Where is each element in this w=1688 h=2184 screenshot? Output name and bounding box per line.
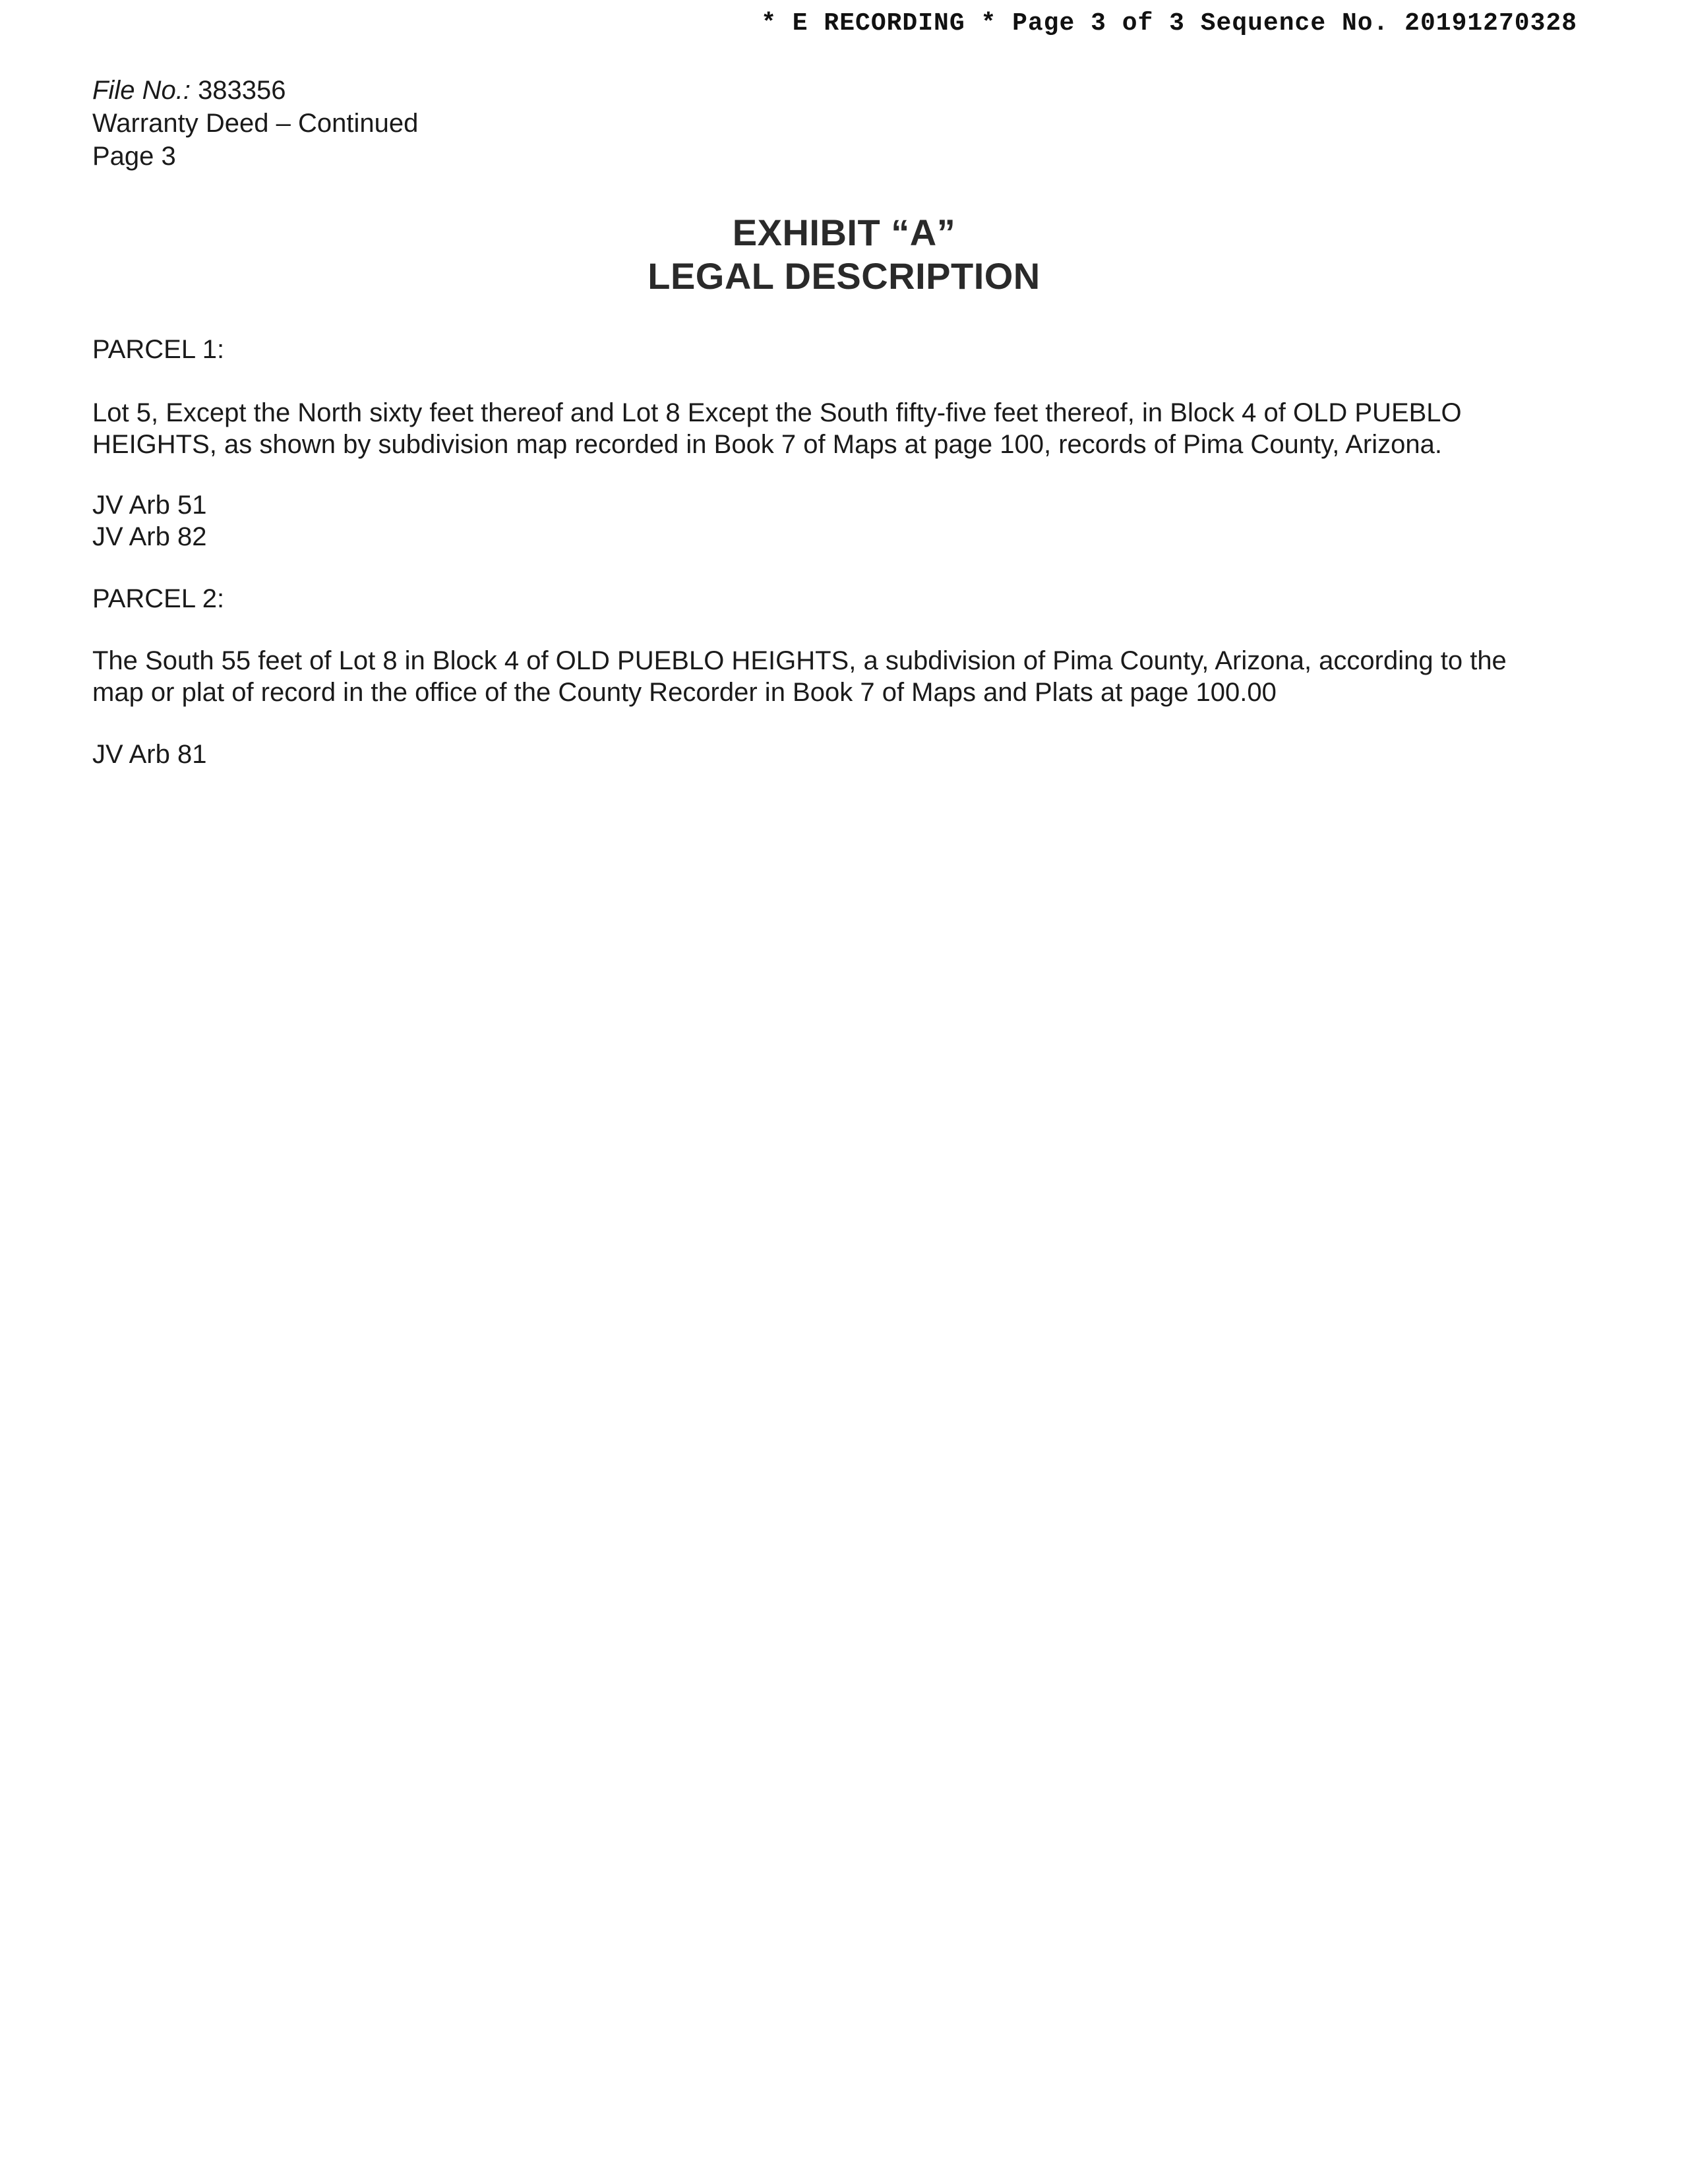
parcel-2-line-2: map or plat of record in the office of the County Recorder in Book 7 of Maps and Plats at page 100.00 [92,678,1277,707]
parcel-1-label: PARCEL 1: [92,335,225,364]
exhibit-title: EXHIBIT “A” [732,212,956,253]
document-header [92,74,418,173]
page-number: Page 3 [92,142,176,171]
parcel-2-label: PARCEL 2: [92,584,225,613]
document-title: Warranty Deed – Continued [92,109,419,138]
parcel-2-ref-1: JV Arb 81 [92,740,207,769]
exhibit-heading [0,211,1688,298]
exhibit-subtitle: LEGAL DESCRIPTION [648,255,1040,297]
parcel-2-description [92,645,1582,708]
file-number-label: File No.: [92,76,191,105]
file-number-line [92,74,418,107]
parcel-1-line-2: HEIGHTS, as shown by subdivision map recorded in Book 7 of Maps at page 100, records of Pima County, Arizona. [92,430,1442,459]
parcel-1-ref-1: JV Arb 51 [92,491,207,520]
parcel-2-line-1: The South 55 feet of Lot 8 in Block 4 of OLD PUEBLO HEIGHTS, a subdivision of Pima County, Arizona, according to the [92,646,1507,675]
file-number-value: 383356 [198,76,286,105]
recording-stamp: * E RECORDING * Page 3 of 3 Sequence No. 20191270328 [761,9,1577,38]
parcel-1-line-1: Lot 5, Except the North sixty feet thereof and Lot 8 Except the South fifty-five feet thereof, in Block 4 of OLD PUEBLO [92,398,1462,427]
parcel-1-references [92,489,1582,553]
parcel-1-description [92,397,1582,460]
parcel-2-references [92,739,1582,770]
parcel-1-ref-2: JV Arb 82 [92,522,207,551]
